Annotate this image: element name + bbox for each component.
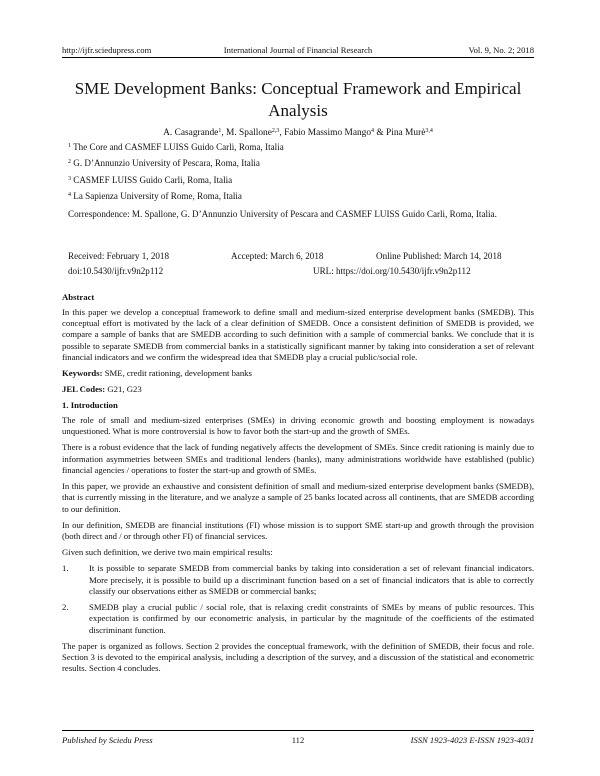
doi[interactable]: doi:10.5430/ijfr.v9n2p112 — [68, 266, 164, 276]
author-list — [62, 127, 534, 139]
running-header — [62, 44, 534, 56]
keywords-text: SME, credit rationing, development banks — [102, 368, 252, 379]
issn: ISSN 1923-4023 E-ISSN 1923-4031 — [410, 735, 534, 745]
author-sup: 3,4 — [425, 128, 433, 134]
article-body — [62, 292, 534, 679]
paragraph: Given such definition, we derive two main empirical results: — [62, 547, 273, 558]
published-date: Online Published: March 14, 2018 — [376, 251, 502, 261]
publisher: Published by Sciedu Press — [62, 735, 153, 745]
journal-url[interactable]: http://ijfr.sciedupress.com — [62, 45, 152, 55]
author-sup: 2,3 — [271, 128, 280, 134]
author-sep: & — [374, 128, 387, 138]
affiliation-text: The Core and CASMEF LUISS Guido Carli, Roma, Italia — [73, 142, 284, 152]
abstract-text: In this paper we develop a conceptual framework to define small and medium-sized enterprise development banks (SMEDB). This conceptual effort is motivated by the lack of a clear definition of SMEDB. Once a consistent definition of SMEDB is provided, we compare a sample of banks that are SMEDB according to such definition with a sample of commercial banks. We conclude that it is possible to separate SMEDB from commercial banks in a statistically significant manner by taking into consideration a set of relevant financial indicators and we confirm the widespread idea that SMEDB play a crucial public/social role. — [62, 306, 534, 362]
affiliation-text: CASMEF LUISS Guido Carli, Roma, Italia — [73, 175, 233, 185]
page-number: 112 — [291, 735, 305, 745]
paper-title: SME Development Banks: Conceptual Framework and Empirical Analysis — [74, 79, 522, 120]
journal-name: International Journal of Financial Research — [223, 45, 373, 55]
jel-codes — [62, 384, 534, 395]
volume-info: Vol. 9, No. 2; 2018 — [468, 45, 534, 55]
doi-url[interactable]: URL: https://doi.org/10.5430/ijfr.v9n2p112 — [313, 266, 471, 276]
received-date: Received: February 1, 2018 — [68, 251, 170, 261]
author-sep: , — [221, 128, 227, 138]
correspondence: Correspondence: M. Spallone, G. D’Annunzio University of Pescara and CASMEF LUISS Guido Carli, Roma, Italia. — [68, 209, 497, 219]
result-item — [62, 602, 534, 636]
affiliation-sup: 3 — [68, 176, 71, 182]
affiliation-sup: 1 — [68, 143, 71, 149]
footer-rule — [62, 730, 534, 731]
affiliation-text: G. D’Annunzio University of Pescara, Roma, Italia — [73, 158, 260, 168]
abstract-heading: Abstract — [62, 292, 95, 302]
keywords-label: Keywords: — [62, 368, 103, 379]
running-footer — [62, 734, 534, 746]
affiliation-sup: 4 — [68, 192, 71, 198]
affiliation-text: La Sapienza University of Rome, Roma, Italia — [73, 191, 242, 201]
paragraph: The paper is organized as follows. Section 2 provides the conceptual framework, with the definition of SMEDB, their focus and role. Section 3 is devoted to the empirical analysis, including a description of the survey, and a discussion of the statistical and econometric results. Section 4 concludes. — [62, 640, 534, 674]
affiliation — [68, 142, 534, 153]
author-sep: , — [279, 128, 285, 138]
affiliation — [68, 191, 534, 202]
paragraph: The role of small and medium-sized enterprises (SMEs) in driving economic growth and boosting employment is nowadays unquestioned. What is more controversial is how to favor both the start-up and the growth of SMEs. — [62, 415, 534, 437]
author-sup: 1 — [218, 128, 222, 134]
identifier-row — [68, 265, 534, 277]
result-number: 2. — [62, 602, 69, 612]
paragraph: There is a robust evidence that the lack of funding negatively affects the development of SMEs. Since credit rationing is mainly due to information asymmetries between SMEs and traditional lenders (banks), many administrations worldwide have established (public) financial agencies / operations to foster the start-up and growth of SMEs. — [62, 442, 534, 476]
result-text: SMEDB play a crucial public / social role, that is relaxing credit constraints of SMEs by means of public resources. This expectation is confirmed by our econometric analysis, in particular by the magnitude of the coefficients of the estimated discriminant function. — [89, 602, 534, 635]
accepted-date: Accepted: March 6, 2018 — [231, 251, 324, 261]
jel-text: G21, G23 — [105, 384, 142, 395]
result-item — [62, 563, 534, 597]
affiliation — [68, 175, 534, 186]
date-row — [68, 250, 534, 262]
affiliation — [68, 158, 534, 169]
author: A. Casagrande — [163, 128, 219, 138]
author-sup: 4 — [371, 128, 375, 134]
paragraph: In this paper, we provide an exhaustive and consistent definition of small and medium-sized enterprise development banks (SMEDB), that is currently missing in the literature, and we analyze a sample of 25 banks located across all continents, that are SMEDB according to our definition. — [62, 481, 534, 514]
header-rule — [62, 57, 534, 58]
result-text: It is possible to separate SMEDB from commercial banks by taking into consideration a set of relevant financial indicators. More precisely, it is possible to build up a discriminant function based on a set of financial indicators that is able to correctly classify our observations either as SMEDB or commercial banks; — [89, 563, 534, 596]
keywords — [62, 368, 534, 379]
author: M. Spallone — [226, 128, 272, 138]
paragraph: In our definition, SMEDB are financial institutions (FI) whose mission is to support SME start-up and growth through the provision (both direct and / or through other FI) of financial services. — [62, 519, 534, 542]
author: Fabio Massimo Mango — [284, 128, 372, 138]
author: Pina Murè — [386, 128, 426, 138]
result-number: 1. — [62, 563, 69, 574]
affiliation-sup: 2 — [68, 159, 71, 165]
jel-label: JEL Codes: — [62, 384, 106, 395]
introduction-heading: 1. Introduction — [62, 400, 118, 411]
